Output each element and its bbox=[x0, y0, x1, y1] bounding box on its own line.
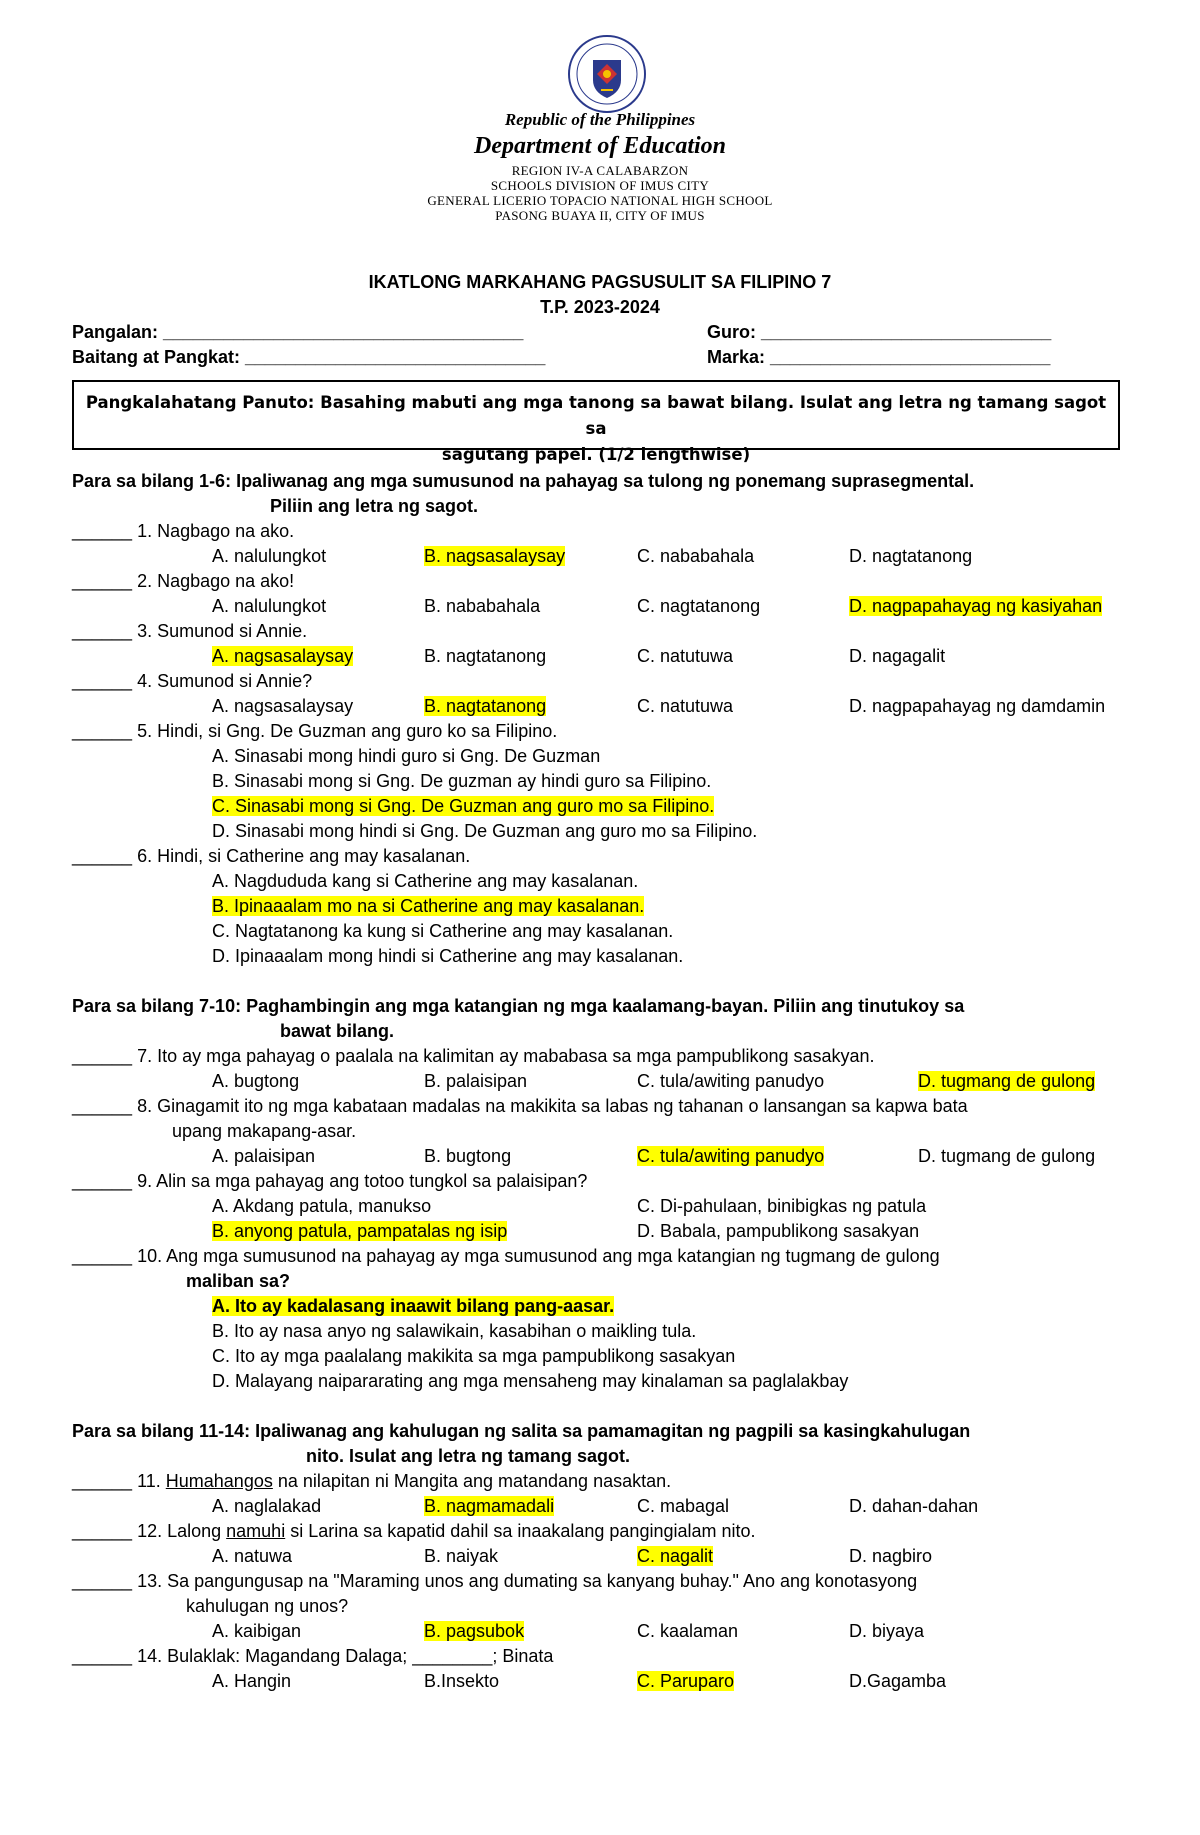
address-text: PASONG BUAYA II, CITY OF IMUS bbox=[495, 208, 705, 223]
question-4: ______ 4. Sumunod si Annie? bbox=[72, 671, 313, 691]
q12-option-a: A. natuwa bbox=[212, 1546, 293, 1566]
q11-option-b: B. nagmamadali bbox=[424, 1496, 555, 1516]
q2-option-b: B. nababahala bbox=[424, 596, 541, 616]
q8-option-d: D. tugmang de gulong bbox=[918, 1146, 1096, 1166]
q11-option-c: C. mabagal bbox=[637, 1496, 730, 1516]
question-6: ______ 6. Hindi, si Catherine ang may kasalanan. bbox=[72, 846, 471, 866]
q3-option-c: C. natutuwa bbox=[637, 646, 734, 666]
question-13: ______ 13. Sa pangungusap na "Maraming unos ang dumating sa kanyang buhay." Ano ang konotasyong bbox=[72, 1571, 918, 1591]
question-1: ______ 1. Nagbago na ako. bbox=[72, 521, 295, 541]
q10-option-c: C. Ito ay mga paalalang makikita sa mga pampublikong sasakyan bbox=[212, 1346, 736, 1366]
q1-option-b: B. nagsasalaysay bbox=[424, 546, 566, 566]
q2-option-c: C. nagtatanong bbox=[637, 596, 761, 616]
section2-heading: Para sa bilang 7-10: Paghambingin ang mga katangian ng mga kaalamang-bayan. Piliin ang tinutukoy sa bbox=[72, 996, 965, 1016]
q14-option-c: C. Paruparo bbox=[637, 1671, 735, 1691]
question-9: ______ 9. Alin sa mga pahayag ang totoo tungkol sa palaisipan? bbox=[72, 1171, 588, 1191]
q13-option-b: B. pagsubok bbox=[424, 1621, 525, 1641]
question-13-cont: kahulugan ng unos? bbox=[186, 1596, 349, 1616]
q5-option-c: C. Sinasabi mong si Gng. De Guzman ang guro mo sa Filipino. bbox=[212, 796, 715, 816]
question-11: ______ 11. Humahangos na nilapitan ni Mangita ang matandang nasaktan. bbox=[72, 1471, 672, 1491]
question-8: ______ 8. Ginagamit ito ng mga kabataan madalas na makikita sa labas ng tahanan o lansangan sa kapwa bata bbox=[72, 1096, 968, 1116]
region-text: REGION IV-A CALABARZON bbox=[511, 163, 689, 178]
q12-option-c: C. nagalit bbox=[637, 1546, 714, 1566]
question-7: ______ 7. Ito ay mga pahayag o paalala na kalimitan ay mababasa sa mga pampublikong sasakyan. bbox=[72, 1046, 875, 1066]
question-5: ______ 5. Hindi, si Gng. De Guzman ang guro ko sa Filipino. bbox=[72, 721, 558, 741]
q7-option-b: B. palaisipan bbox=[424, 1071, 528, 1091]
question-12: ______ 12. Lalong namuhi si Larina sa kapatid dahil sa inaakalang pangingialam nito. bbox=[72, 1521, 756, 1541]
q14-option-a: A. Hangin bbox=[212, 1671, 292, 1691]
instructions-line2: sagutang papel. (1/2 lengthwise) bbox=[441, 445, 751, 464]
q7-option-d: D. tugmang de gulong bbox=[918, 1071, 1096, 1091]
q10-option-a: A. Ito ay kadalasang inaawit bilang pang-aasar. bbox=[212, 1296, 615, 1316]
q8-option-c: C. tula/awiting panudyo bbox=[637, 1146, 825, 1166]
q6-option-b: B. Ipinaaalam mo na si Catherine ang may kasalanan. bbox=[212, 896, 645, 916]
question-3: ______ 3. Sumunod si Annie. bbox=[72, 621, 308, 641]
q10-option-d: D. Malayang naipararating ang mga mensaheng may kinalaman sa paglalakbay bbox=[212, 1371, 849, 1391]
question-10: ______ 10. Ang mga sumusunod na pahayag ay mga sumusunod ang mga katangian ng tugmang de gulong bbox=[72, 1246, 940, 1266]
pangalan-field[interactable]: Pangalan: ____________________________________ bbox=[72, 322, 524, 342]
division-text: SCHOOLS DIVISION OF IMUS CITY bbox=[490, 178, 710, 193]
q4-option-a: A. nagsasalaysay bbox=[212, 696, 354, 716]
republic-heading: Republic of the Philippines bbox=[504, 110, 696, 129]
question-2: ______ 2. Nagbago na ako! bbox=[72, 571, 295, 591]
q13-option-c: C. kaalaman bbox=[637, 1621, 739, 1641]
q2-option-d: D. nagpapahayag ng kasiyahan bbox=[849, 596, 1103, 616]
q13-option-d: D. biyaya bbox=[849, 1621, 925, 1641]
q9-option-a: A. Akdang patula, manukso bbox=[212, 1196, 432, 1216]
school-text: GENERAL LICERIO TOPACIO NATIONAL HIGH SCHOOL bbox=[427, 193, 773, 208]
deped-seal-icon bbox=[567, 34, 647, 114]
q12-option-b: B. naiyak bbox=[424, 1546, 499, 1566]
baitang-field[interactable]: Baitang at Pangkat: ______________________________ bbox=[72, 347, 546, 367]
instructions-box bbox=[72, 380, 1120, 464]
q1-option-d: D. nagtatanong bbox=[849, 546, 973, 566]
q13-option-a: A. kaibigan bbox=[212, 1621, 302, 1641]
q8-option-b: B. bugtong bbox=[424, 1146, 512, 1166]
q3-option-b: B. nagtatanong bbox=[424, 646, 547, 666]
section3-heading-cont: nito. Isulat ang letra ng tamang sagot. bbox=[306, 1446, 631, 1466]
department-heading: Department of Education bbox=[473, 133, 726, 159]
question-10-cont: maliban sa? bbox=[186, 1271, 291, 1291]
question-8-cont: upang makapang-asar. bbox=[172, 1121, 357, 1141]
exam-title: IKATLONG MARKAHANG PAGSUSULIT SA FILIPINO 7 bbox=[368, 272, 832, 292]
q2-option-a: A. nalulungkot bbox=[212, 596, 327, 616]
q7-option-c: C. tula/awiting panudyo bbox=[637, 1071, 825, 1091]
section1-heading-cont: Piliin ang letra ng sagot. bbox=[270, 496, 479, 516]
section3-heading: Para sa bilang 11-14: Ipaliwanag ang kahulugan ng salita sa pamamagitan ng pagpili sa kasingkahulugan bbox=[72, 1421, 971, 1441]
q11-option-d: D. dahan-dahan bbox=[849, 1496, 979, 1516]
q10-option-b: B. Ito ay nasa anyo ng salawikain, kasabihan o maikling tula. bbox=[212, 1321, 697, 1341]
q12-option-d: D. nagbiro bbox=[849, 1546, 933, 1566]
guro-field[interactable]: Guro: _____________________________ bbox=[707, 322, 1052, 342]
instructions-line1: Pangkalahatang Panuto: Basahing mabuti ang mga tanong sa bawat bilang. Isulat ang letra ng tamang sagot sa bbox=[85, 393, 1107, 438]
q9-option-c: C. Di-pahulaan, binibigkas ng patula bbox=[637, 1196, 927, 1216]
section2-heading-cont: bawat bilang. bbox=[280, 1021, 395, 1041]
q7-option-a: A. bugtong bbox=[212, 1071, 300, 1091]
q12-underlined-word: namuhi bbox=[226, 1521, 286, 1541]
q5-option-a: A. Sinasabi mong hindi guro si Gng. De Guzman bbox=[212, 746, 601, 766]
question-14: ______ 14. Bulaklak: Magandang Dalaga; ________; Binata bbox=[72, 1646, 554, 1666]
q5-option-b: B. Sinasabi mong si Gng. De guzman ay hindi guro sa Filipino. bbox=[212, 771, 712, 791]
q14-option-d: D.Gagamba bbox=[849, 1671, 947, 1691]
q6-option-a: A. Nagdududa kang si Catherine ang may kasalanan. bbox=[212, 871, 639, 891]
q9-option-d: D. Babala, pampublikong sasakyan bbox=[637, 1221, 920, 1241]
q9-option-b: B. anyong patula, pampatalas ng isip bbox=[212, 1221, 508, 1241]
section1-heading: Para sa bilang 1-6: Ipaliwanag ang mga sumusunod na pahayag sa tulong ng ponemang suprasegmental. bbox=[72, 471, 975, 491]
q8-option-a: A. palaisipan bbox=[212, 1146, 316, 1166]
q14-option-b: B.Insekto bbox=[424, 1671, 500, 1691]
q4-option-b: B. nagtatanong bbox=[424, 696, 547, 716]
q11-underlined-word: Humahangos bbox=[165, 1471, 273, 1491]
q1-option-c: C. nababahala bbox=[637, 546, 755, 566]
q1-option-a: A. nalulungkot bbox=[212, 546, 327, 566]
q3-option-a: A. nagsasalaysay bbox=[212, 646, 354, 666]
q3-option-d: D. nagagalit bbox=[849, 646, 946, 666]
q6-option-d: D. Ipinaaalam mong hindi si Catherine ang may kasalanan. bbox=[212, 946, 684, 966]
q4-option-c: C. natutuwa bbox=[637, 696, 734, 716]
marka-field[interactable]: Marka: ____________________________ bbox=[707, 347, 1051, 367]
q6-option-c: C. Nagtatanong ka kung si Catherine ang may kasalanan. bbox=[212, 921, 674, 941]
q11-option-a: A. naglalakad bbox=[212, 1496, 322, 1516]
q4-option-d: D. nagpapahayag ng damdamin bbox=[849, 696, 1106, 716]
school-year: T.P. 2023-2024 bbox=[540, 297, 660, 317]
q5-option-d: D. Sinasabi mong hindi si Gng. De Guzman ang guro mo sa Filipino. bbox=[212, 821, 758, 841]
